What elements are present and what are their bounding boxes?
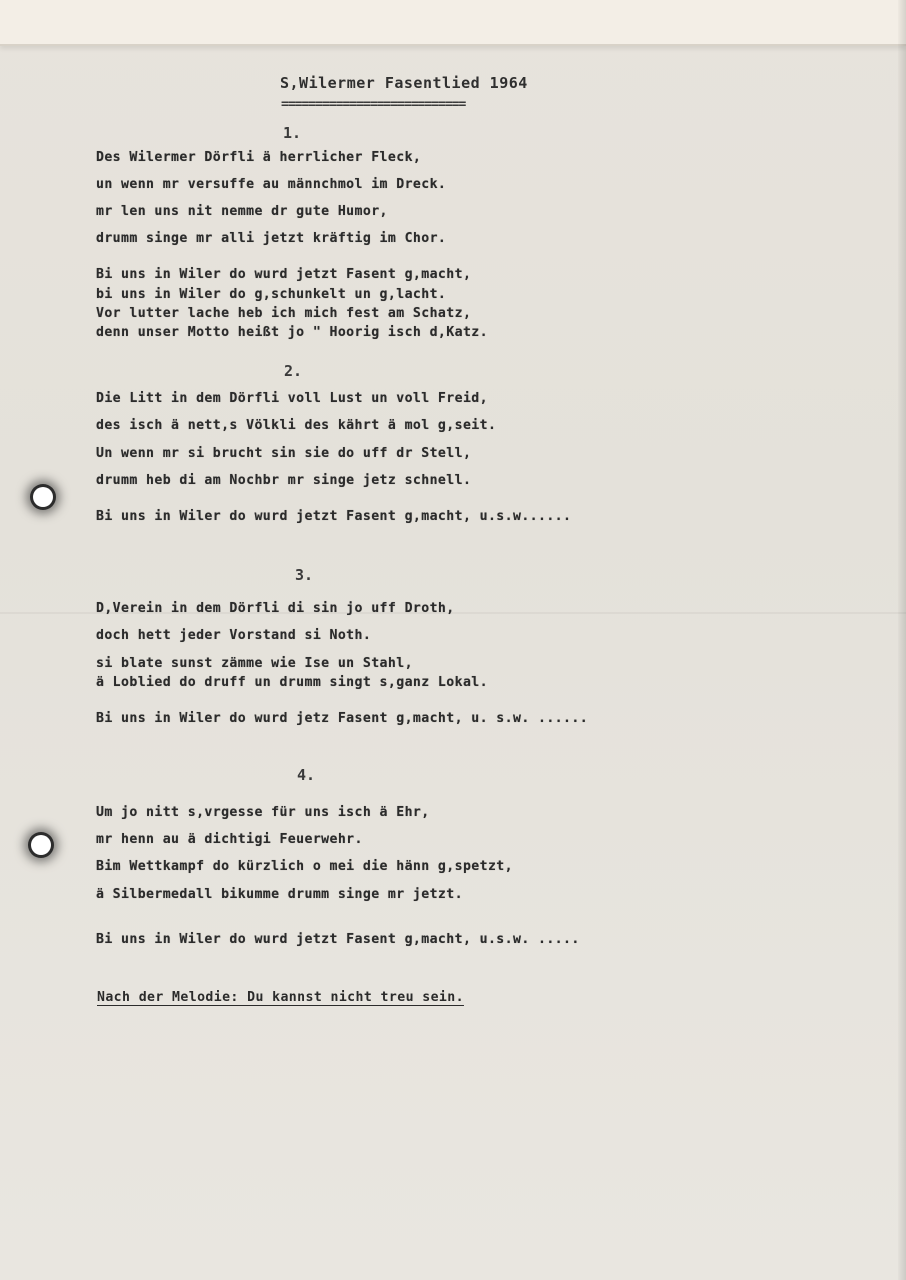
title-underline: =========================== [281,97,466,112]
verse-1-line-3: mr len uns nit nemme dr gute Humor, [96,204,388,219]
verse-3-line-1: D,Verein in dem Dörfli di sin jo uff Droth, [96,601,455,616]
verse-4-number: 4. [297,766,316,784]
refrain-line-2: bi uns in Wiler do g,schunkelt un g,lacht. [96,287,447,302]
punch-hole-upper [33,487,53,507]
paper-right-edge [898,0,906,1280]
paper-top-strip [0,0,906,46]
melody-note: Nach der Melodie: Du kannst nicht treu sein. [97,990,464,1005]
verse-3-refrain: Bi uns in Wiler do wurd jetz Fasent g,macht, u. s.w. ...... [96,711,589,726]
verse-1-number: 1. [283,124,302,142]
refrain-line-1: Bi uns in Wiler do wurd jetzt Fasent g,macht, [96,267,472,282]
punch-hole-lower [31,835,51,855]
verse-4-line-3: Bim Wettkampf do kürzlich o mei die hänn g,spetzt, [96,859,513,874]
refrain-line-4: denn unser Motto heißt jo " Hoorig isch d,Katz. [96,325,488,340]
verse-3-line-4: ä Loblied do druff un drumm singt s,ganz Lokal. [96,675,488,690]
verse-3-line-3: si blate sunst zämme wie Ise un Stahl, [96,656,413,671]
verse-4-line-4: ä Silbermedall bikumme drumm singe mr jetzt. [96,887,463,902]
verse-2-line-4: drumm heb di am Nochbr mr singe jetz schnell. [96,473,472,488]
verse-2-line-3: Un wenn mr si brucht sin sie do uff dr Stell, [96,446,472,461]
verse-1-line-2: un wenn mr versuffe au männchmol im Dreck. [96,177,447,192]
verse-2-number: 2. [284,362,303,380]
verse-4-refrain: Bi uns in Wiler do wurd jetzt Fasent g,macht, u.s.w. ..... [96,932,580,947]
verse-1-line-4: drumm singe mr alli jetzt kräftig im Chor. [96,231,447,246]
verse-4-line-2: mr henn au ä dichtigi Feuerwehr. [96,832,363,847]
verse-3-number: 3. [295,566,314,584]
verse-4-line-1: Um jo nitt s,vrgesse für uns isch ä Ehr, [96,805,430,820]
verse-3-line-2: doch hett jeder Vorstand si Noth. [96,628,372,643]
refrain-line-3: Vor lutter lache heb ich mich fest am Schatz, [96,306,472,321]
verse-1-line-1: Des Wilermer Dörfli ä herrlicher Fleck, [96,150,422,165]
verse-2-line-2: des isch ä nett,s Völkli des kährt ä mol g,seit. [96,418,497,433]
verse-2-line-1: Die Litt in dem Dörfli voll Lust un voll Freid, [96,391,488,406]
verse-2-refrain: Bi uns in Wiler do wurd jetzt Fasent g,macht, u.s.w...... [96,509,572,524]
song-title: S,Wilermer Fasentlied 1964 [280,74,528,92]
